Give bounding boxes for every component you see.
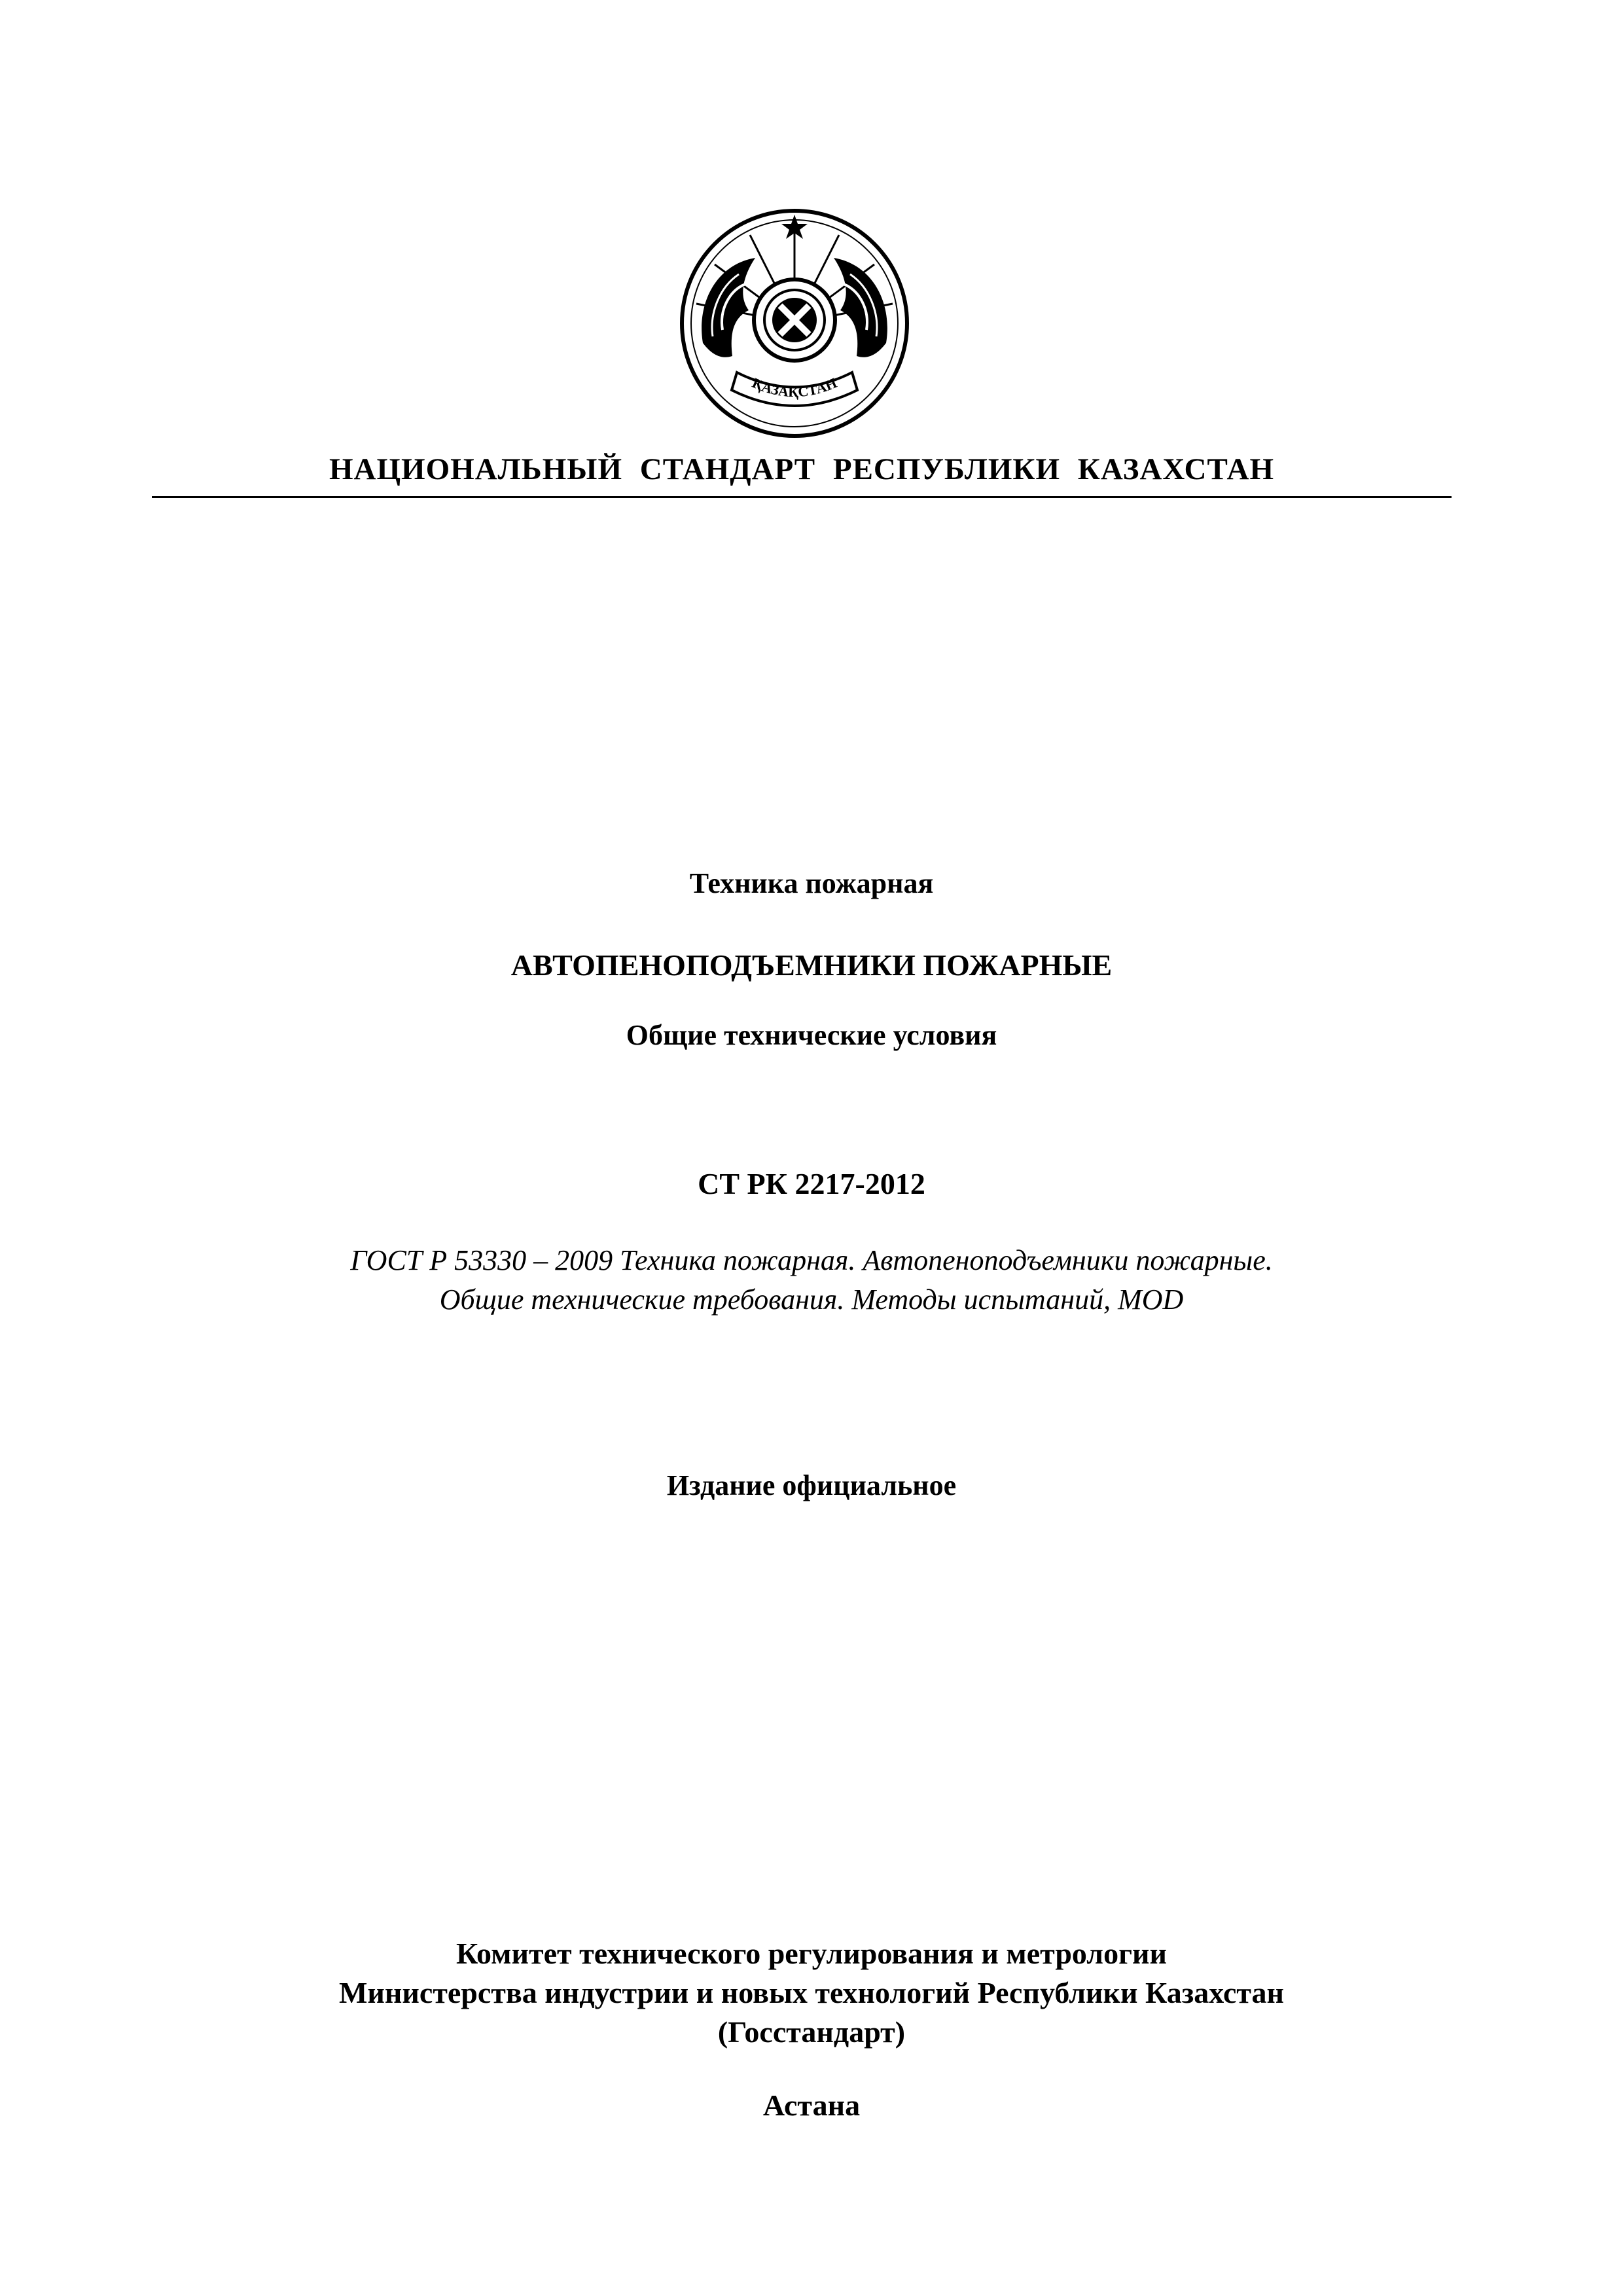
- reference-line-2: Общие технические требования. Методы испытаний, MOD: [439, 1283, 1184, 1316]
- state-emblem: [677, 206, 912, 441]
- publisher-line-2: Министерства индустрии и новых технологий Республики Казахстан: [338, 1976, 1285, 2009]
- standard-header: НАЦИОНАЛЬНЫЙ СТАНДАРТ РЕСПУБЛИКИ КАЗАХСТАН: [329, 452, 1275, 486]
- document-category: Техника пожарная: [689, 867, 934, 899]
- document-title: АВТОПЕНОПОДЪЕМНИКИ ПОЖАРНЫЕ: [510, 948, 1113, 982]
- emblem-inscription: ҚАЗАҚСТАН: [749, 374, 840, 401]
- publisher-line-3: (Госстандарт): [717, 2015, 906, 2049]
- reference-line-1: ГОСТ Р 53330 – 2009 Техника пожарная. Автопеноподъемники пожарные.: [350, 1244, 1273, 1276]
- document-designation: СТ РК 2217-2012: [698, 1167, 925, 1200]
- emblem-icon: [677, 206, 912, 441]
- document-subtitle: Общие технические условия: [626, 1019, 997, 1051]
- edition-label: Издание официальное: [666, 1469, 957, 1501]
- publisher-line-1: Комитет технического регулирования и метрологии: [455, 1937, 1168, 1970]
- header-divider: [152, 496, 1452, 498]
- publication-city: Астана: [762, 2089, 861, 2122]
